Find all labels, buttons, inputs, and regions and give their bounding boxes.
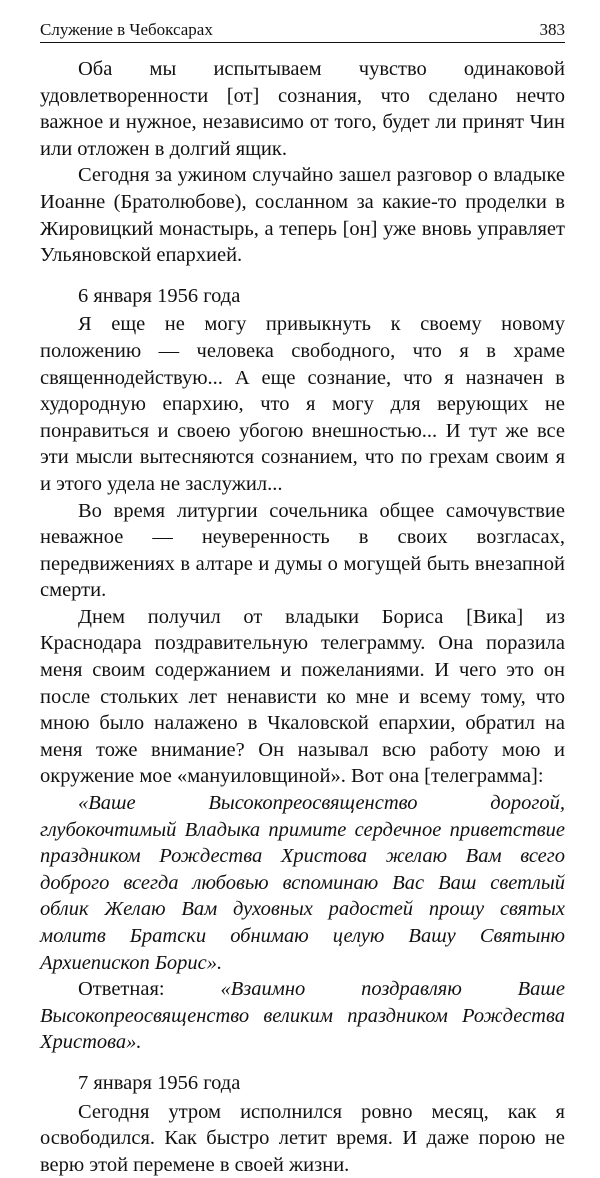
paragraph: Я еще не могу привыкнуть к своему новому положению — человека свободного, что я в храме священнодействую... А еще сознание, что я назначен в худородную епархию, что я могу для верующих не понравиться и своею убогою внешностью... И тут же все эти мысли вытесняются сознанием, что по грехам своим я и этого удела не заслужил... bbox=[40, 313, 565, 495]
reply-lead: Ответная: bbox=[78, 978, 221, 1001]
page-body bbox=[40, 56, 565, 1178]
reply-paragraph bbox=[40, 976, 565, 1056]
diary-date-heading: 6 января 1956 года bbox=[78, 284, 241, 307]
running-head bbox=[40, 18, 565, 43]
reply-quote: «Взаимно поздравляю Ваше Высокопреосвященство великим праздником Рождества Христова». bbox=[40, 978, 565, 1054]
paragraph: Сегодня утром исполнился ровно месяц, как я освободился. Как быстро летит время. И даже порою не верю этой перемене в своей жизни. bbox=[40, 1100, 565, 1176]
paragraph: Во время литургии сочельника общее самочувствие неважное — неуверенность в своих возгласах, передвижениях в алтаре и думы о могущей быть внезапной смерти. bbox=[40, 499, 565, 602]
paragraph: Оба мы испытываем чувство одинаковой удовлетворенности [от] сознания, что сделано нечто важное и нужное, независимо от того, будет ли принят Чин или отложен в долгий ящик. bbox=[40, 58, 565, 160]
page-number: 383 bbox=[539, 20, 565, 39]
chapter-title: Служение в Чебоксарах bbox=[40, 20, 213, 39]
paragraph: Сегодня за ужином случайно зашел разговор о владыке Иоанне (Братолюбове), сосланном за какие-то проделки в Жировицкий монастырь, а теперь [он] уже вновь управляет Ульяновской епархией. bbox=[40, 164, 565, 267]
paragraph: Днем получил от владыки Бориса [Вика] из Краснодара поздравительную телеграмму. Она поразила меня своим содержанием и пожеланиями. И чего это он после стольких лет ненависти ко мне и всему тому, что мною было налажено в Чкаловской епархии, обратил на меня тоже внимание? Он называл всю работу мою и окружение мое «мануиловщиной». Вот она [телеграмма]: bbox=[40, 605, 565, 788]
telegram-quote: «Ваше Высокопреосвященство дорогой, глубокочтимый Владыка примите сердечное приветствие праздником Рождества Христова желаю Вам всего доброго всегда любовью вспоминаю Вас Ваш светлый облик Желаю Вам духовных радостей прошу святых молитв Братски обнимаю целую Вашу Святыню Архиепископ Борис». bbox=[40, 792, 565, 974]
diary-date-heading: 7 января 1956 года bbox=[78, 1071, 241, 1094]
